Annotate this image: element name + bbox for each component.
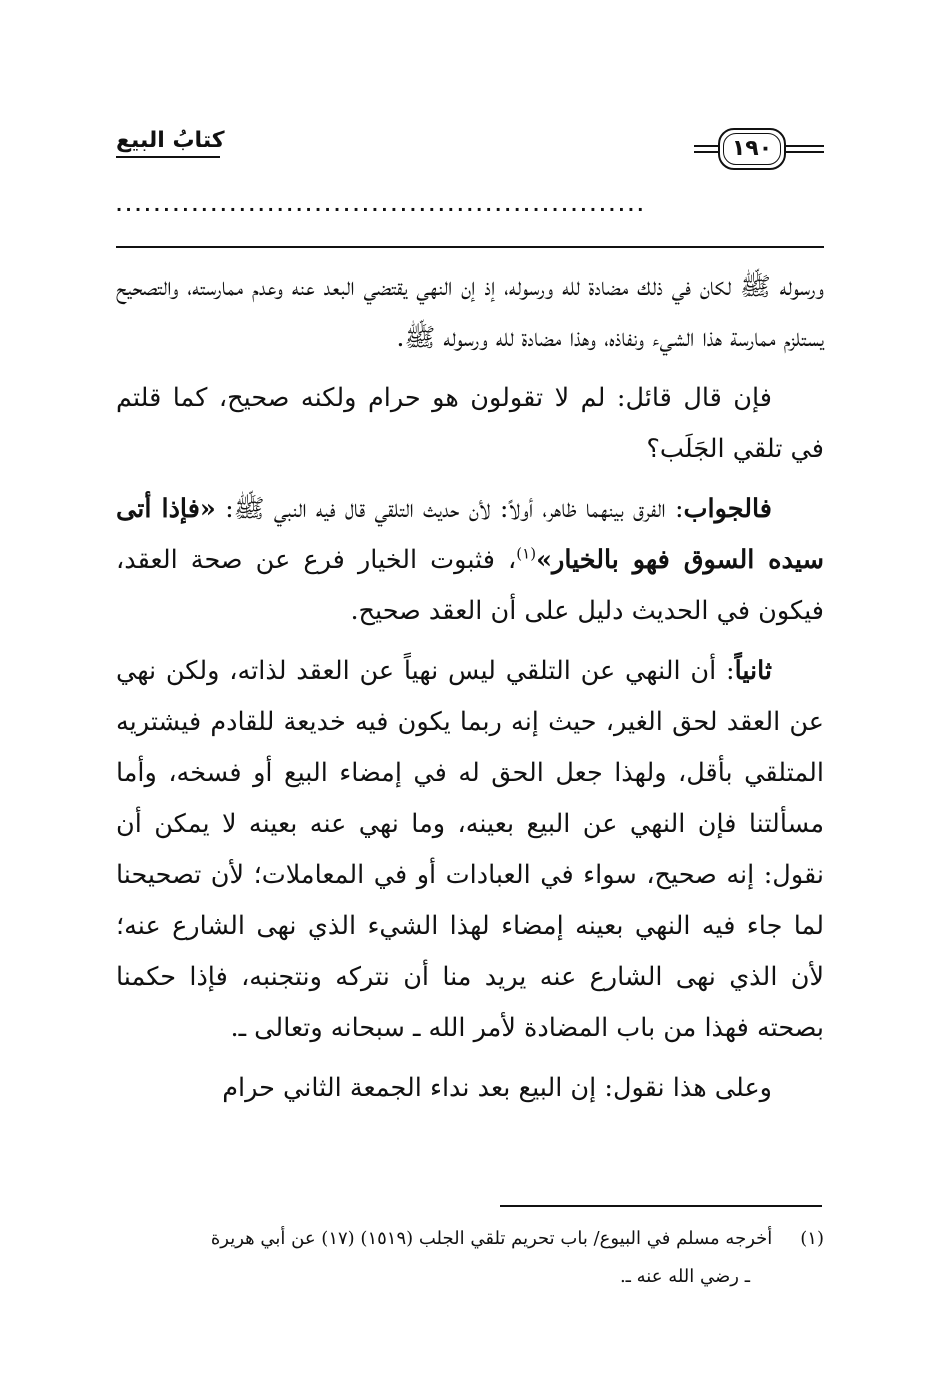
- header-rule-right-2: [786, 151, 824, 153]
- top-rule: [116, 246, 824, 248]
- paragraph-2: فإن قال قائل: لم لا تقولون هو حرام ولكنه صحيح، كما قلتم في تلقي الجَلَب؟: [116, 383, 824, 464]
- footnote-line-1: [112, 1220, 824, 1258]
- second-label: ثانياً: [734, 656, 772, 686]
- footnote-text-1: أخرجه مسلم في البيوع/ باب تحريم تلقي الجلب (١٥١٩) (١٧) عن أبي هريرة: [210, 1228, 773, 1249]
- running-title: كتابُ البيع: [116, 128, 225, 153]
- body-text: [116, 262, 824, 1123]
- footnote-rule: [500, 1205, 822, 1207]
- header-rule-left-2: [694, 151, 718, 153]
- footnote-ref: (١): [516, 544, 537, 563]
- page-number: [718, 128, 786, 170]
- paragraph-3-text-b: ، فثبوت الخيار فرع عن صحة العقد، فيكون في الحديث دليل على أن العقد صحيح.: [116, 545, 824, 626]
- paragraph-1: ورسوله ﷺ لكان في ذلك مضادة لله ورسوله، إذ إن النهي يقتضي البعد عنه وعدم ممارسته، والتصحيح يستلزم ممارسة هذا الشيء ونفاذه، وهذا مضادة لله ورسوله ﷺ.: [116, 272, 824, 353]
- paragraph-5: وعلى هذا نقول: إن البيع بعد نداء الجمعة الثاني حرام: [222, 1073, 772, 1103]
- footnote-number: (١): [800, 1228, 824, 1249]
- hadith-quote: «فإذا أتى سيده السوق فهو بالخيار»: [116, 494, 824, 575]
- header-rule-right: [786, 145, 824, 147]
- answer-label: فالجواب: [683, 494, 772, 524]
- paragraph-4-text: : أن النهي عن التلقي ليس نهياً عن العقد لذاته، ولكن نهي عن العقد لحق الغير، حيث إنه ربما يكون فيه خديعة للقادم فيشتريه المتلقي بأقل، ولهذا جعل الحق له في إمضاء البيع أو فسخه، وأما مسألتنا فإن النهي عن البيع بعينه، وما نهي عنه بعينه لا يمكن أن نقول: إنه صحيح، سواء في العبادات أو في المعاملات؛ لأن تصحيحنا لما جاء فيه النهي بعينه إمضاء لهذا الشيء الذي نهى الشارع عنه؛ لأن الذي نهى الشارع عنه يريد منا أن نتركه ونتجنبه، فإذا حكمنا بصحته فهذا من باب المضادة لأمر الله ـ سبحانه وتعالى ـ.: [116, 656, 824, 1043]
- dotted-separator: ........................................................: [116, 196, 647, 215]
- running-title-underline: [116, 156, 220, 158]
- page-number-text: ١٩٠: [731, 136, 773, 161]
- paragraph-3-text-a: : الفرق بينهما ظاهر، أولاً: لأن حديث التلقي قال فيه النبي ﷺ:: [215, 494, 684, 524]
- footnote: [112, 1220, 824, 1296]
- paragraph-3: [116, 484, 824, 637]
- header-rule-left: [694, 145, 718, 147]
- paragraph-4: [116, 646, 824, 1054]
- footnote-line-2: ـ رضي الله عنه ـ.: [619, 1266, 750, 1287]
